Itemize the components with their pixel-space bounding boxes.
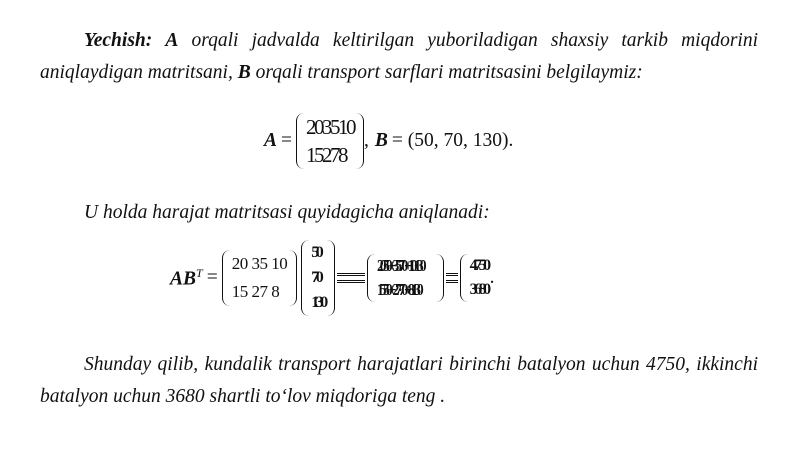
equals-sign <box>337 273 365 283</box>
variable-b: B <box>237 62 251 83</box>
vector-left-paren <box>301 240 309 316</box>
matrix-a <box>304 113 356 169</box>
result-row2: 3680 <box>469 281 488 298</box>
conclusion-paragraph: Shunday qilib, kundalik transport harajatlari birinchi batalyon uchun 4750, ikkinchi batalyon uchun 3680 shartli to‘lov miqdoriga teng . <box>40 354 758 407</box>
solution-paragraph <box>40 25 758 89</box>
variable-a: A <box>165 30 179 51</box>
right-paren <box>356 113 364 169</box>
eq1-comma: , <box>364 130 369 151</box>
text-a: orqali jadvalda keltirilgan yuboriladigan shaxsiy tarkib miqdorini aniqlaydigan matritsani, <box>40 30 759 83</box>
eq2-sup: T <box>196 265 203 280</box>
right-paren <box>289 250 297 306</box>
vector-row3: 130 <box>311 294 325 312</box>
left-paren <box>296 113 304 169</box>
product-row2: 15·50+27·70+8·130 <box>376 280 420 299</box>
product-matrix <box>375 254 436 302</box>
equals-sign-2 <box>446 273 458 283</box>
vector-right-paren <box>327 240 335 316</box>
result-left-paren <box>460 254 468 302</box>
result-row1: 4750 <box>469 257 488 274</box>
solution-label: Yechish: <box>84 30 153 51</box>
matrix-m <box>230 250 290 306</box>
product-row1: 20·50+35·70+10·130 <box>376 256 423 275</box>
result-matrix <box>468 254 490 302</box>
eq2-lhs: $AB^T$ <box>170 265 203 290</box>
eq1-b-name: B <box>374 130 388 151</box>
eq2-equals: = <box>206 267 218 288</box>
vector-b <box>309 240 327 316</box>
vector-row1: 50 <box>311 243 321 261</box>
matrix-m-row2: 15 27 8 <box>231 282 280 301</box>
matrix-a-row1: 203510 <box>306 114 355 139</box>
left-paren <box>222 250 230 306</box>
vector-row2: 70 <box>311 268 321 286</box>
eq1-equals: = <box>281 130 293 151</box>
text-b: orqali transport sarflari matritsasini belgilaymiz: <box>250 62 643 83</box>
matrix-m-row1: 20 35 10 <box>231 254 288 273</box>
cost-matrix-paragraph: U holda harajat matritsasi quyidagicha aniqlanadi: <box>84 202 490 223</box>
eq1-lhs: A <box>264 130 278 151</box>
equation-product <box>170 240 494 316</box>
eq2-end: . <box>489 267 495 288</box>
prod-left-paren <box>367 254 375 302</box>
matrix-a-row2: 15278 <box>306 142 347 167</box>
equation-matrix-a <box>264 113 513 169</box>
prod-right-paren <box>436 254 444 302</box>
eq1-b-value: = (50, 70, 130). <box>391 130 514 151</box>
